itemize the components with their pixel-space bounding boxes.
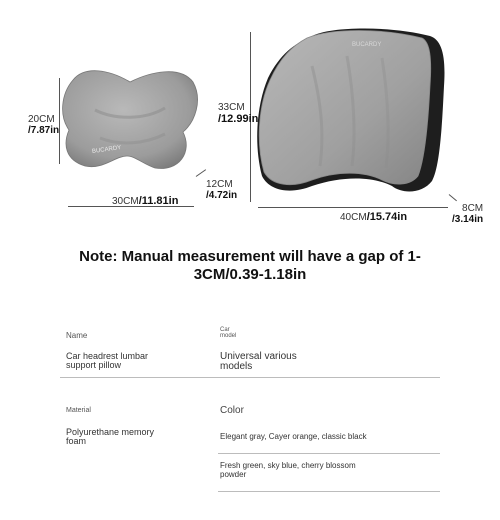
material-value: Polyurethane memory foam — [66, 427, 155, 446]
table-divider — [60, 377, 440, 378]
lumbar-depth-line — [449, 194, 457, 201]
color-label: Color — [220, 405, 244, 416]
headrest-height-label: 20CM /7.87in — [28, 114, 60, 136]
lumbar-width-line — [258, 207, 448, 208]
name-value: Car headrest lumbar support pillow — [66, 351, 149, 370]
headrest-width-label: 30CM/11.81in — [112, 195, 179, 207]
material-label: Material — [66, 407, 91, 414]
name-label: Name — [66, 331, 88, 340]
headrest-brand-logo: BUCARDY — [91, 144, 122, 156]
car-model-label: Car model — [220, 327, 237, 339]
model-value: Universal various models — [220, 351, 297, 372]
lumbar-width-label: 40CM/15.74in — [340, 211, 408, 223]
lumbar-depth-label: 8CM /3.14in — [452, 203, 484, 225]
color-value-row-2: Fresh green, sky blue, cherry blossom powder — [220, 461, 356, 479]
headrest-pillow-image — [55, 60, 205, 180]
table-divider — [218, 491, 440, 492]
color-value-row-1: Elegant gray, Cayer orange, classic black — [220, 432, 367, 441]
measurement-note: Note: Manual measurement will have a gap of 1- 3CM/0.39-1.18in — [79, 248, 421, 283]
lumbar-brand-logo: BUCARDY — [352, 42, 382, 48]
headrest-depth-label: 12CM /4.72in — [206, 179, 238, 201]
lumbar-height-label: 33CM /12.99in — [218, 102, 259, 125]
headrest-height-line — [59, 78, 60, 164]
lumbar-pillow-image — [252, 26, 447, 201]
table-divider — [218, 453, 440, 454]
